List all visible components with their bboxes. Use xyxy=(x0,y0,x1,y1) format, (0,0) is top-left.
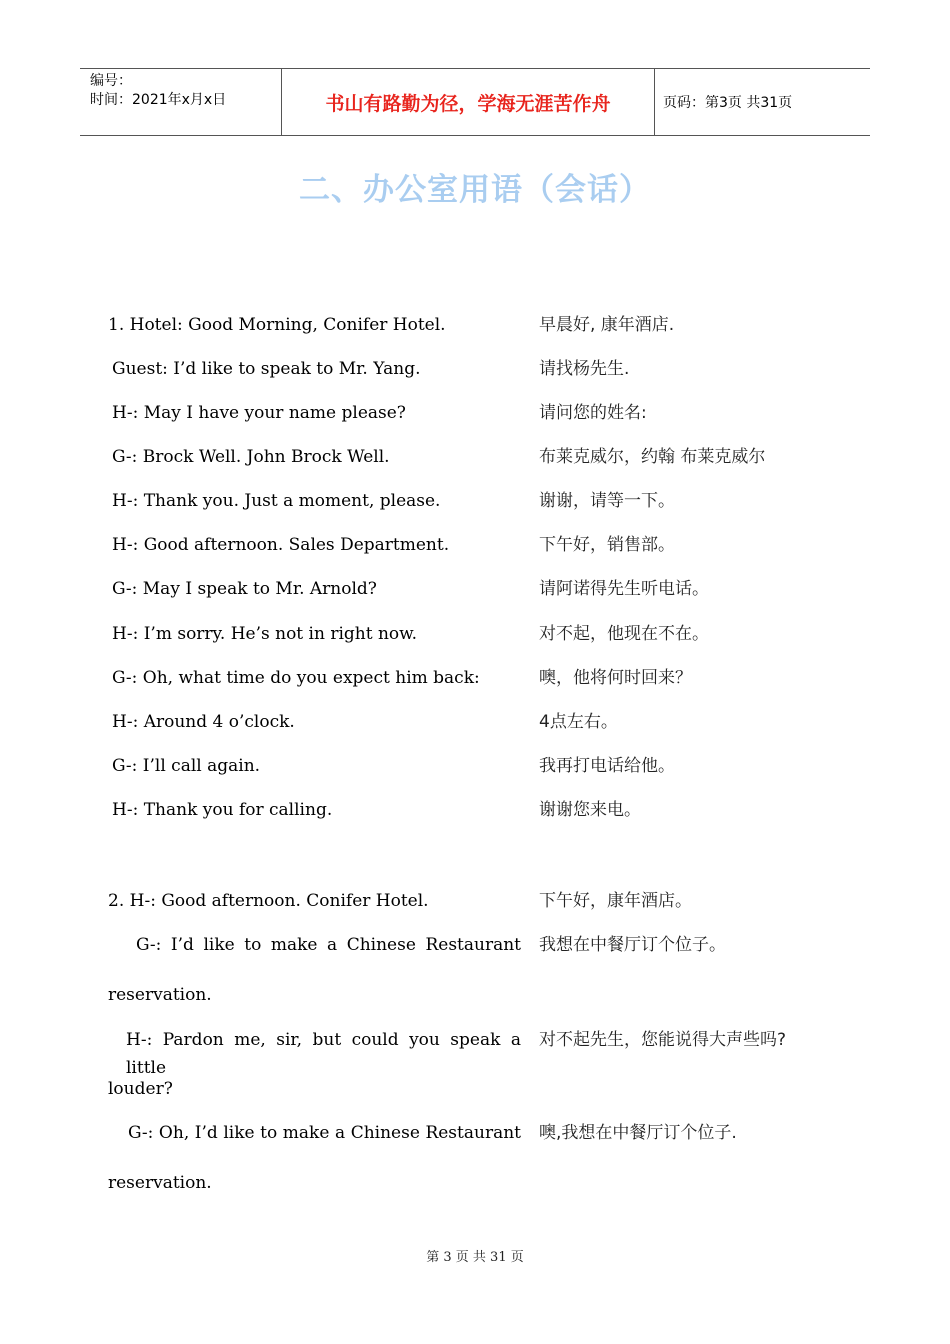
dialogue-line-continuation xyxy=(0,981,950,1009)
dialogue-line xyxy=(0,931,950,959)
dialogue-line xyxy=(0,796,950,824)
english-text: G-: I’ll call again. xyxy=(112,756,261,776)
english-text: louder? xyxy=(108,1079,173,1099)
english-text: H-: Thank you. Just a moment, please. xyxy=(112,491,441,511)
header-page-info xyxy=(655,69,870,135)
chinese-text: 对不起，他现在不在。 xyxy=(539,624,709,644)
dialogue-line xyxy=(0,487,950,515)
english-text: H-: I’m sorry. He’s not in right now. xyxy=(112,624,418,644)
english-text: reservation. xyxy=(108,1173,212,1193)
english-text: Guest: I’d like to speak to Mr. Yang. xyxy=(112,359,421,379)
dialogue-line xyxy=(0,887,950,915)
english-text: 2. H-: Good afternoon. Conifer Hotel. xyxy=(108,891,429,911)
english-text: G-: I’d like to make a Chinese Restaurant xyxy=(136,935,521,955)
dialogue-line xyxy=(0,708,950,736)
english-text: G-: Oh, what time do you expect him back: xyxy=(112,668,480,688)
chinese-text: 布莱克威尔，约翰 布莱克威尔 xyxy=(539,447,766,467)
chinese-text: 下午好，康年酒店。 xyxy=(539,891,692,911)
dialogue-line xyxy=(0,399,950,427)
chinese-text: 谢谢，请等一下。 xyxy=(539,491,675,511)
chinese-text: 请阿诺得先生听电话。 xyxy=(539,579,709,599)
english-text: H-: Pardon me, sir, but could you speak a little xyxy=(126,1030,521,1078)
header-meta xyxy=(80,69,282,135)
dialogue-line xyxy=(0,311,950,339)
english-text: G-: Brock Well. John Brock Well. xyxy=(112,447,390,467)
page-title: 二、办公室用语（会话） xyxy=(299,172,651,208)
dialogue-line xyxy=(0,752,950,780)
number-label: 编号： xyxy=(90,73,132,89)
page-footer: 第 3 页 共 31 页 xyxy=(426,1250,524,1265)
chinese-text: 4点左右。 xyxy=(539,712,618,732)
chinese-text: 谢谢您来电。 xyxy=(539,800,641,820)
english-text: H-: May I have your name please? xyxy=(112,403,406,423)
english-text: H-: Good afternoon. Sales Department. xyxy=(112,535,450,555)
english-text: 1. Hotel: Good Morning, Conifer Hotel. xyxy=(108,315,446,335)
dialogue-line xyxy=(0,1026,950,1078)
page-header xyxy=(80,68,870,136)
motto-text: 书山有路勤为径，学海无涯苦作舟 xyxy=(325,92,611,115)
dialogue-line-continuation xyxy=(0,1075,950,1103)
date-label: 时间：2021年x月x日 xyxy=(90,92,227,108)
chinese-text: 噢,我想在中餐厅订个位子. xyxy=(539,1123,737,1143)
header-motto xyxy=(282,69,655,135)
dialogue-line xyxy=(0,355,950,383)
chinese-text: 噢，他将何时回来？ xyxy=(539,668,692,688)
chinese-text: 下午好，销售部。 xyxy=(539,535,675,555)
english-text: G-: May I speak to Mr. Arnold? xyxy=(112,579,377,599)
chinese-text: 对不起先生，您能说得大声些吗? xyxy=(539,1030,787,1050)
chinese-text: 我想在中餐厅订个位子。 xyxy=(539,935,726,955)
dialogue-line xyxy=(0,1119,950,1147)
english-text: reservation. xyxy=(108,985,212,1005)
dialogue-line xyxy=(0,443,950,471)
english-text: H-: Around 4 o’clock. xyxy=(112,712,295,732)
dialogue-line xyxy=(0,531,950,559)
english-text: H-: Thank you for calling. xyxy=(112,800,333,820)
dialogue-line xyxy=(0,575,950,603)
chinese-text: 请找杨先生. xyxy=(539,359,630,379)
dialogue-line-continuation xyxy=(0,1169,950,1197)
chinese-text: 请问您的姓名: xyxy=(539,403,647,423)
page-info-text: 页码：第3页 共31页 xyxy=(663,95,793,111)
chinese-text: 早晨好, 康年酒店. xyxy=(539,315,675,335)
dialogue-line xyxy=(0,664,950,692)
chinese-text: 我再打电话给他。 xyxy=(539,756,675,776)
dialogue-line xyxy=(0,620,950,648)
english-text: G-: Oh, I’d like to make a Chinese Restaurant xyxy=(128,1123,521,1143)
